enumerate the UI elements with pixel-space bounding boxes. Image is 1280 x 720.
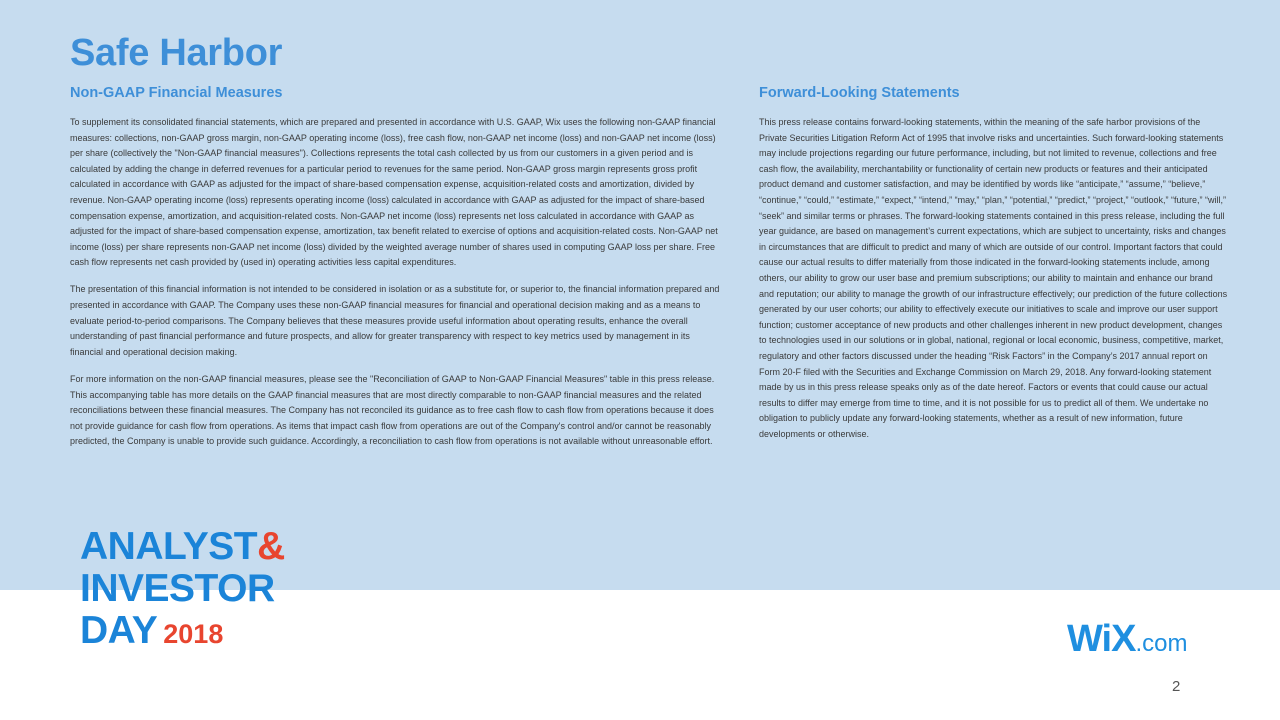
logo-line-analyst [80, 527, 320, 569]
page-number: 2 [1172, 678, 1181, 695]
forward-looking-section [759, 85, 1229, 454]
wix-logo-suffix: .com [1135, 630, 1188, 657]
logo-ampersand: & [257, 525, 285, 568]
wix-logo-wordmark: WiX [1067, 618, 1136, 660]
logo-line-investor: INVESTOR [80, 567, 275, 610]
analyst-investor-day-logo [80, 527, 320, 653]
non-gaap-paragraph-2: The presentation of this financial information is not intended to be considered in isolation or as a substitute for, or superior to, the financial information prepared and presented in accordance with GAAP. The Company uses these non-GAAP financial measures for financial and operational decision making and as a means to evaluate period-to-period comparisons. The Company believes that these measures provide useful information about operating results, enhance the overall understanding of past financial performance and future prospects, and allow for greater transparency with respect to key metrics used by management in its financial and operational decision making. [70, 284, 720, 357]
page-title: Safe Harbor [70, 32, 283, 74]
forward-looking-paragraph: This press release contains forward-looking statements, within the meaning of the safe harbor provisions of the Private Securities Litigation Reform Act of 1995 that involve risks and uncertainties. Such forward-looking statements may include projections regarding our future performance, including, but not limited to revenue, collections and free cash flow, the availability, merchantability or functionality of certain new products or features and their anticipated product demand and customer satisfaction, and may be identified by words like “anticipate,” “assume,” “believe,” “continue,” “could,” “estimate,” “expect,” “intend,” “may,” “plan,” “potential,” “predict,” “project,” “outlook,” “future,” “will,” “seek” and similar terms or phrases. The forward-looking statements contained in this press release, including the full year guidance, are based on management’s current expectations, which are subject to uncertainty, risks and changes in circumstances that are difficult to predict and many of which are outside of our control. Important factors that could cause our actual results to differ materially from those indicated in the forward-looking statements include, among others, our ability to grow our user base and premium subscriptions; our ability to maintain and enhance our brand and reputation; our ability to manage the growth of our infrastructure effectively; our prediction of the future collections generated by our user cohorts; our ability to effectively execute our initiatives to scale and improve our user support function; customer acceptance of new products and other challenges inherent in new product development, changes to technologies used in our solutions or in global, national, regional or local economic, business, competitive, market, regulatory and other factors discussed under the heading “Risk Factors” in the Company’s 2017 annual report on Form 20-F filed with the Securities and Exchange Commission on March 29, 2018. Any forward-looking statement made by us in this press release speaks only as of the date hereof. Factors or events that could cause our actual results to differ may emerge from time to time, and it is not possible for us to predict all of them. We undertake no obligation to publicly update any forward-looking statements, whether as a result of new information, future developments or otherwise. [759, 117, 1228, 439]
non-gaap-heading: Non-GAAP Financial Measures [70, 85, 283, 101]
non-gaap-paragraph-3: For more information on the non-GAAP financial measures, please see the "Reconciliation of GAAP to Non-GAAP Financial Measures" table in this press release. This accompanying table has more details on the GAAP financial measures that are most directly comparable to non-GAAP financial measures and the related reconciliations between these financial measures. The Company has not reconciled its guidance as to free cash flow to cash flow from operations because it does not provide guidance for cash flow from operations. As items that impact cash flow from operations are out of the Company's control and/or cannot be reasonably predicted, the Company is unable to provide such guidance. Accordingly, a reconciliation to cash flow from operations is not available without unreasonable effort. [70, 373, 715, 447]
logo-year: 2018 [163, 619, 224, 649]
non-gaap-section [70, 85, 720, 461]
forward-looking-heading: Forward-Looking Statements [759, 85, 960, 101]
wix-com-logo [1067, 618, 1187, 661]
non-gaap-paragraph-1: To supplement its consolidated financial statements, which are prepared and presented in accordance with U.S. GAAP, Wix uses the following non-GAAP financial measures: collections, non-GAAP gross margin, non-GAAP operating income (loss), free cash flow, non-GAAP net income (loss) and non-GAAP net income (loss) per share (collectively the "Non-GAAP financial measures"). Collections represents the total cash collected by us from our customers in a given period and is calculated by adding the change in deferred revenues for a particular period to revenues for the same period. Non-GAAP gross margin represents gross profit calculated in accordance with GAAP as adjusted for the impact of share-based compensation expense, acquisition-related costs and amortization, divided by revenue. Non-GAAP operating income (loss) represents operating income (loss) calculated in accordance with GAAP as adjusted for the impact of share-based compensation expense, amortization, and acquisition-related costs. Non-GAAP net income (loss) represents net loss calculated in accordance with GAAP as adjusted for the impact of share-based compensation expense, amortization, tax benefit related to exercise of options and acquisition-related costs. Non-GAAP net income (loss) per share represents non-GAAP net income (loss) divided by the weighted average number of shares used in computing GAAP loss per share. Free cash flow represents net cash provided by (used in) operating activities less capital expenditures. [70, 117, 718, 268]
logo-line-day [80, 611, 320, 653]
logo-word-analyst: ANALYST [80, 525, 258, 568]
logo-word-day: DAY [80, 609, 158, 652]
